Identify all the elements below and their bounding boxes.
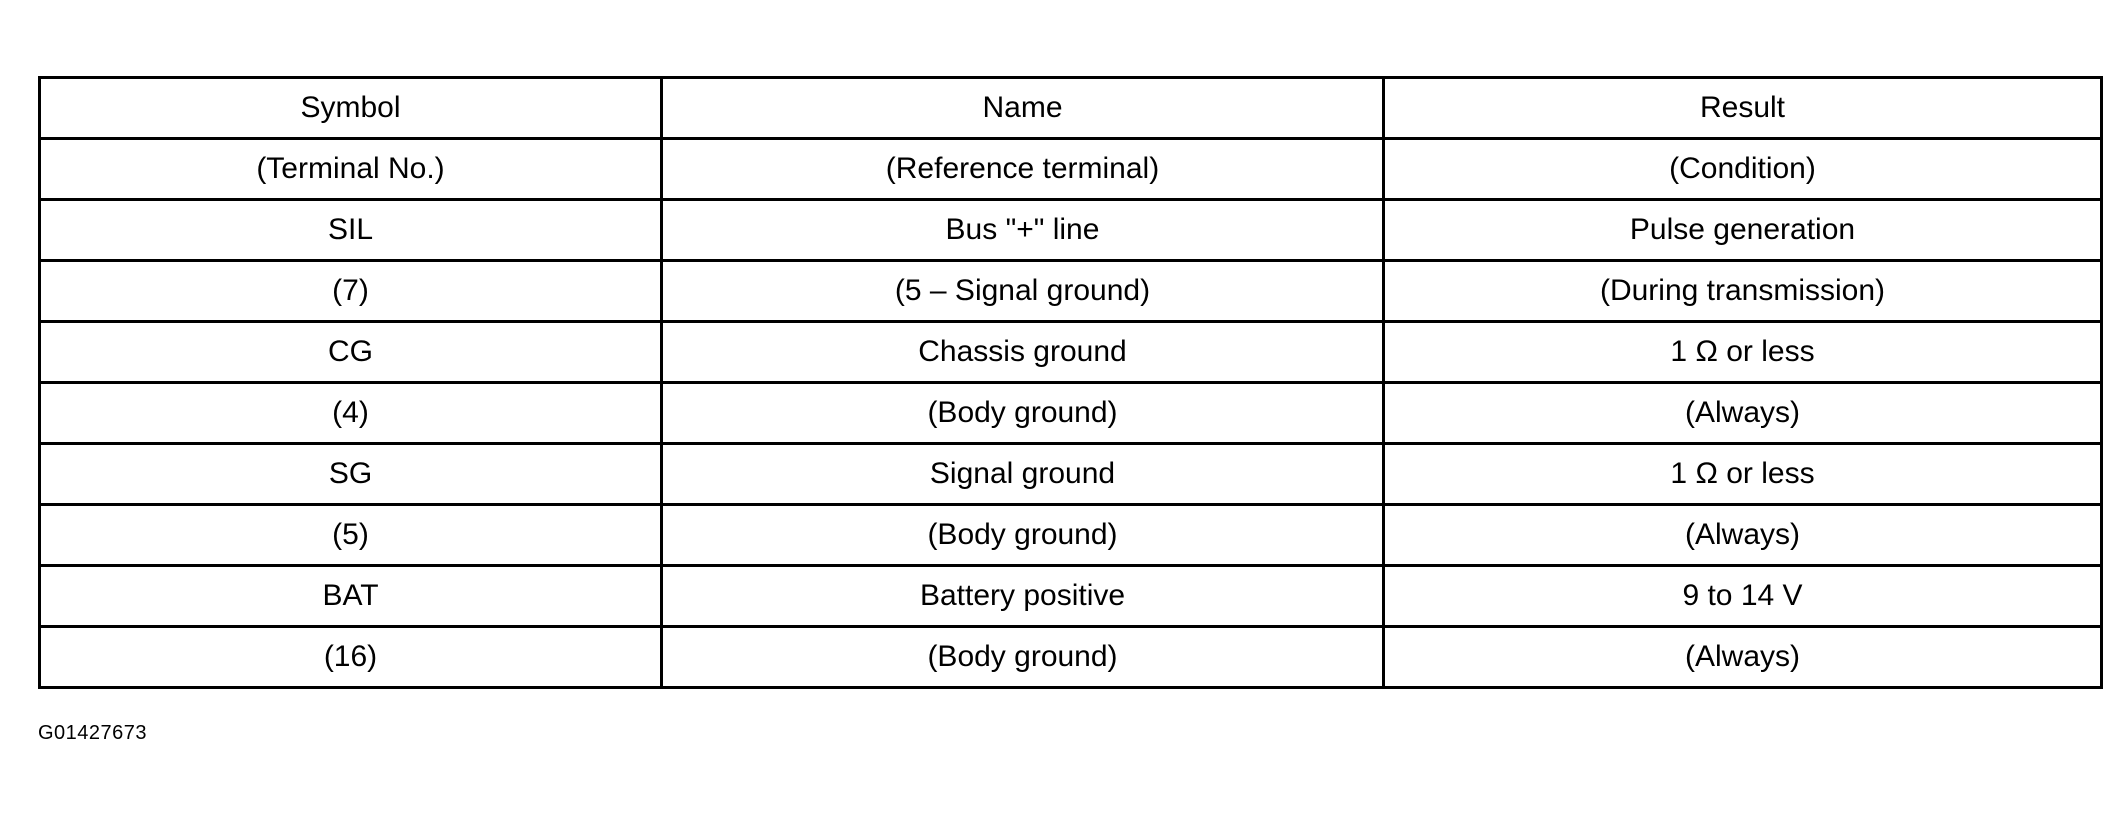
header-condition: (Condition) (1384, 139, 2102, 200)
header-subrow (40, 139, 2102, 200)
terminal-spec-table (38, 76, 2103, 689)
table-row (40, 322, 2102, 383)
cell-symbol: SIL (40, 200, 662, 261)
header-row (40, 78, 2102, 139)
cell-result: 1 Ω or less (1384, 444, 2102, 505)
cell-result: 9 to 14 V (1384, 566, 2102, 627)
table-subrow (40, 505, 2102, 566)
cell-result: 1 Ω or less (1384, 322, 2102, 383)
header-symbol: Symbol (40, 78, 662, 139)
figure-id: G01427673 (38, 722, 148, 744)
cell-terminal: (7) (40, 261, 662, 322)
cell-reference: (Body ground) (662, 627, 1384, 688)
table-subrow (40, 383, 2102, 444)
table-row (40, 200, 2102, 261)
cell-reference: (5 – Signal ground) (662, 261, 1384, 322)
cell-terminal: (5) (40, 505, 662, 566)
cell-name: Bus "+" line (662, 200, 1384, 261)
cell-result: Pulse generation (1384, 200, 2102, 261)
cell-terminal: (4) (40, 383, 662, 444)
cell-name: Signal ground (662, 444, 1384, 505)
cell-name: Chassis ground (662, 322, 1384, 383)
cell-condition: (During transmission) (1384, 261, 2102, 322)
table-row (40, 566, 2102, 627)
cell-condition: (Always) (1384, 627, 2102, 688)
cell-name: Battery positive (662, 566, 1384, 627)
cell-condition: (Always) (1384, 505, 2102, 566)
cell-symbol: BAT (40, 566, 662, 627)
header-result: Result (1384, 78, 2102, 139)
table-subrow (40, 261, 2102, 322)
header-reference-terminal: (Reference terminal) (662, 139, 1384, 200)
terminal-spec-table-wrapper (38, 76, 2100, 689)
table-row (40, 444, 2102, 505)
cell-symbol: SG (40, 444, 662, 505)
cell-reference: (Body ground) (662, 383, 1384, 444)
table-subrow (40, 627, 2102, 688)
header-terminal-no: (Terminal No.) (40, 139, 662, 200)
cell-reference: (Body ground) (662, 505, 1384, 566)
header-name: Name (662, 78, 1384, 139)
cell-symbol: CG (40, 322, 662, 383)
cell-condition: (Always) (1384, 383, 2102, 444)
cell-terminal: (16) (40, 627, 662, 688)
